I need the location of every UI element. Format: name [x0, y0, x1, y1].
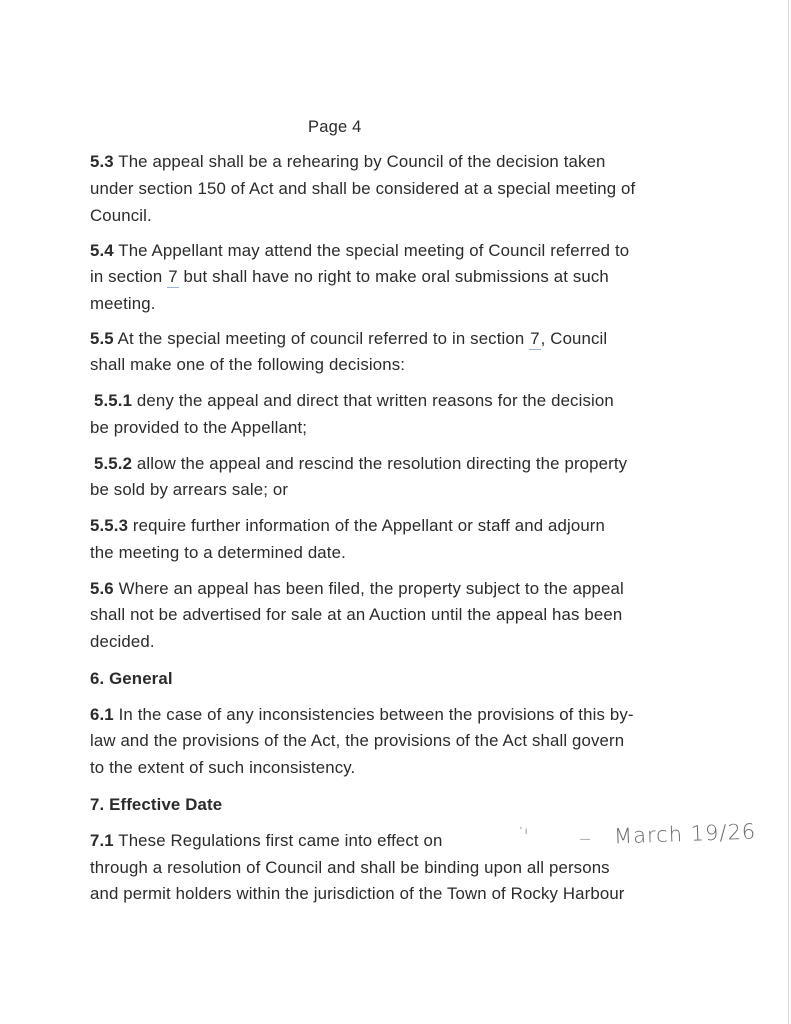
section-text: in section [90, 267, 168, 286]
section-number: 5.4 [90, 241, 114, 260]
heading-general: 6. General [90, 669, 173, 688]
section-text: These Regulations first came into effect on [113, 831, 443, 850]
section-5-5-2-line-1 [94, 454, 627, 474]
section-5-5-line-1 [90, 329, 607, 350]
handwritten-date: March 19/26 [613, 819, 757, 849]
section-5-6-line-3: decided. [90, 632, 155, 651]
section-reference: 7 [530, 329, 540, 348]
section-number: 5.5.1 [94, 391, 133, 410]
section-number: 5.3 [90, 152, 114, 171]
section-5-5-1-line-1 [94, 391, 614, 411]
section-6-1-line-1 [90, 705, 634, 725]
section-6-1-line-2: law and the provisions of the Act, the provisions of the Act shall govern [90, 731, 625, 750]
section-5-5-3-line-1 [90, 516, 605, 536]
scan-edge-line [788, 0, 789, 1024]
section-text: , Council [540, 329, 608, 348]
heading-effective-date: 7. Effective Date [90, 795, 223, 814]
section-number: 5.6 [90, 579, 114, 598]
section-number: 7.1 [90, 831, 114, 850]
section-text: require further information of the Appellant or staff and adjourn [128, 516, 606, 535]
section-7-1-line-3: and permit holders within the jurisdiction of the Town of Rocky Harbour [90, 884, 625, 903]
section-text: The appeal shall be a rehearing by Council of the decision taken [113, 152, 606, 171]
page-number: Page 4 [308, 118, 362, 136]
section-text: In the case of any inconsistencies between the provisions of this by- [113, 705, 634, 724]
section-number: 5.5.2 [94, 454, 133, 473]
section-number: 5.5.3 [90, 516, 129, 535]
section-5-5-line-2: shall make one of the following decisions: [90, 355, 406, 374]
section-number: 5.5 [90, 329, 114, 348]
section-5-6-line-1 [90, 579, 624, 599]
section-text: allow the appeal and rescind the resolution directing the property [132, 454, 628, 473]
section-text: but shall have no right to make oral submissions at such [178, 267, 609, 286]
section-5-5-3-line-2: the meeting to a determined date. [90, 543, 346, 562]
section-5-3-line-2: under section 150 of Act and shall be considered at a special meeting of [90, 179, 636, 198]
section-text: The Appellant may attend the special meeting of Council referred to [113, 241, 630, 260]
section-5-4-line-3: meeting. [90, 294, 156, 313]
section-text: deny the appeal and direct that written reasons for the decision [132, 391, 614, 410]
section-reference: 7 [168, 267, 178, 286]
section-5-6-line-2: shall not be advertised for sale at an Auction until the appeal has been [90, 605, 623, 624]
section-text: At the special meeting of council referred to in section [113, 329, 530, 348]
scan-smudge: — [580, 834, 590, 845]
section-5-3-line-3: Council. [90, 206, 152, 225]
section-5-5-2-line-2: be sold by arrears sale; or [90, 480, 289, 499]
section-5-4-line-2 [90, 267, 609, 288]
section-5-3-line-1 [90, 152, 606, 172]
section-number: 6.1 [90, 705, 114, 724]
section-5-4-line-1 [90, 241, 629, 261]
scan-smudge: ʹ ı [520, 826, 528, 837]
section-text: Where an appeal has been filed, the property subject to the appeal [113, 579, 624, 598]
section-7-1-line-1 [90, 831, 443, 851]
section-5-5-1-line-2: be provided to the Appellant; [90, 418, 308, 437]
section-7-1-line-2: through a resolution of Council and shall be binding upon all persons [90, 858, 610, 877]
section-6-1-line-3: to the extent of such inconsistency. [90, 758, 356, 777]
